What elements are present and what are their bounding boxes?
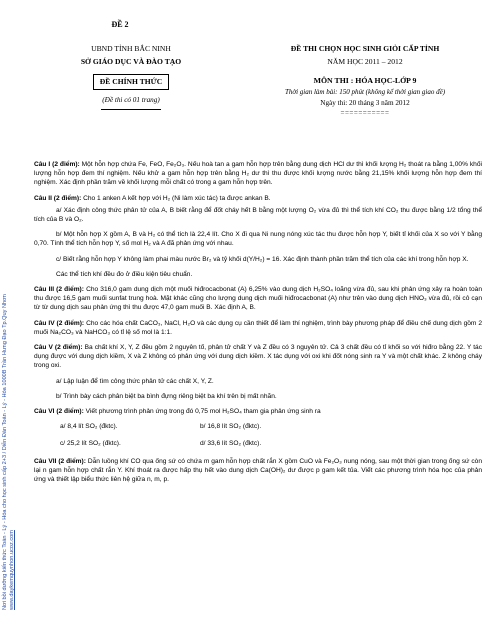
question-2c: c/ Biết rằng hỗn hợp Y không làm phai màu nước Br₂ và tỷ khối d(Y/H₂) = 16. Xác định thành phần trăm thể tích của các khí trong hỗn hợp X. bbox=[56, 255, 469, 263]
sidebar-text bbox=[2, 294, 16, 610]
header-left bbox=[36, 42, 226, 110]
exam-subject: MÔN THI : HÓA HỌC-LỚP 9 bbox=[313, 76, 417, 85]
question-6d: d/ 33,6 lít SO₂ (đktc). bbox=[200, 440, 262, 448]
question-5b: b/ Trình bày cách phân biệt ba bình đựng riêng biệt ba khí trên bị mất nhãn. bbox=[56, 392, 277, 400]
header-right bbox=[240, 42, 490, 117]
divider-line bbox=[101, 109, 161, 110]
sidebar-website-link[interactable]: www.daykemquynhon.ucoz.com bbox=[9, 530, 15, 610]
question-4: Câu IV (2 điểm): Cho các hóa chất CaCO₃, NaCl, H₂O và các dụng cụ cần thiết để làm thí nghiệm, trình bày phương pháp để điều chế dung dịch gồm 2 muối Na₂CO₃ và NaHCO₃ có tỉ lệ số mol là 1:1. bbox=[34, 319, 482, 336]
province-committee: UBND TỈNH BẮC NINH bbox=[91, 44, 171, 53]
exam-date: Ngày thi: 20 tháng 3 năm 2012 bbox=[320, 99, 410, 107]
question-5: Câu V (2 điểm): Ba chất khí X, Y, Z đều gồm 2 nguyên tố, phân tử chất Y và Z đều có 3 nguyên tử. Cả 3 chất đều có tỉ khối so với hiđro bằng 22. Y tác dụng được với dung dịch kiềm, X và Z không có phản ứng với dung dịch kiềm. X tác dụng với oxi khi đốt nóng sinh ra Y và một chất khác. Z không cháy trong oxi. bbox=[34, 344, 482, 370]
question-6: Câu VI (2 điểm): Viết phương trình phản ứng trong đó 0,75 mol H₂SO₄ tham gia phản ứng sinh ra bbox=[34, 408, 321, 416]
sidebar-watermark bbox=[2, 150, 24, 610]
question-6-row-1 bbox=[60, 422, 482, 431]
question-7: Câu VII (2 điểm): Dẫn luồng khí CO qua ống sứ có chứa m gam hỗn hợp chất rắn X gồm CuO và Fe₂O₃ nung nóng, sau một thời gian trong ống sứ còn lại n gam hỗn hợp chất rắn Y. Khí thoát ra được hấp thụ hết vào dung dịch Ca(OH)₂ dư được p gam kết tủa. Viết các phương trình hóa học của phản ứng và thiết lập biểu thức liên hệ giữa n, m, p. bbox=[34, 457, 482, 484]
official-exam-badge: ĐỀ CHÍNH THỨC bbox=[93, 74, 169, 90]
pages-note: (Đề thi có 01 trang) bbox=[102, 96, 160, 104]
question-6b: b/ 16,8 lít SO₂ (đktc). bbox=[200, 423, 262, 431]
question-2a: a/ Xác định công thức phân tử của A, B biết rằng để đốt cháy hết B bằng một lượng O₂ vừa đủ thì thể tích khí CO₂ thu được bằng 1/2 tổng thể tích của B và O₂. bbox=[34, 206, 482, 224]
question-2b: b/ Một hỗn hợp X gồm A, B và H₂ có thể tích là 22,4 lít. Cho X đi qua Ni nung nóng xúc tác thu được hỗn hợp Y, biết tỉ khối của X so với Y bằng 0,70. Tính thể tích hỗn hợp Y, số mol H₂ và A đã phản ứng với nhau. bbox=[34, 231, 482, 248]
exam-duration: Thời gian làm bài: 150 phút (không kể thời gian giao đề) bbox=[284, 88, 446, 96]
school-year: NĂM HỌC 2011 – 2012 bbox=[327, 57, 403, 66]
question-2: Câu II (2 điểm): Cho 1 anken A kết hợp với H₂ (Ni làm xúc tác) ta được ankan B. bbox=[34, 194, 271, 202]
separator: =========== bbox=[340, 109, 390, 117]
question-3: Câu III (2 điểm): Cho 316,0 gam dung dịch một muối hiđrocacbonat (A) 6,25% vào dung dịch H₂SO₄ loãng vừa đủ, sau khi phản ứng xảy ra hoàn toàn thu được 16,5 gam muối sunfat trung hoà. Mặt khác cũng cho lượng dung dịch muối hiđrocacbonat (A) như trên vào dung dịch HNO₃ vừa đủ, rồi cô cạn từ từ dung dịch sau phản ứng thì thu được 47,0 gam muối B. Xác định A, B. bbox=[34, 286, 482, 312]
question-6c: c/ 25,2 lít SO₂ (đktc). bbox=[60, 440, 121, 448]
education-department: SỞ GIÁO DỤC VÀ ĐÀO TẠO bbox=[80, 57, 182, 66]
question-6-row-2 bbox=[60, 439, 482, 448]
question-6a: a/ 8,4 lít SO₂ (đktc). bbox=[60, 423, 118, 431]
question-1: Câu I (2 điểm): Một hỗn hợp chứa Fe, FeO, Fe₂O₃. Nếu hoà tan a gam hỗn hợp trên bằng dung dịch HCl dư thì khối lượng H₂ thoát ra bằng 1,00% khối lượng hỗn hợp đem thí nghiệm. Nếu khử a gam hỗn hợp trên bằng H₂ dư thì thu được khối lượng nước bằng 21,15% khối lượng hỗn hợp đem thí nghiệm. Xác định phần trăm về khối lượng mỗi chất có trong a gam hỗn hợp trên. bbox=[34, 161, 482, 187]
exam-code: ĐỀ 2 bbox=[111, 20, 129, 29]
exam-body bbox=[34, 160, 482, 490]
exam-title: ĐỀ THI CHỌN HỌC SINH GIỎI CẤP TỈNH bbox=[290, 44, 440, 53]
question-2-note: Các thể tích khí đều đo ở điều kiện tiêu chuẩn. bbox=[56, 270, 193, 278]
question-5a: a/ Lập luận để tìm công thức phân tử các chất X, Y, Z. bbox=[56, 377, 214, 385]
sidebar-line-1: Nơi bồi dưỡng kiến thức Toán - Lý - Hóa cho học sinh cấp 2+3 / Diễn Đàn Toán - Lý - Hóa 1000B Trần Hưng Đạo Tp.Quy Nhơn bbox=[2, 294, 8, 610]
